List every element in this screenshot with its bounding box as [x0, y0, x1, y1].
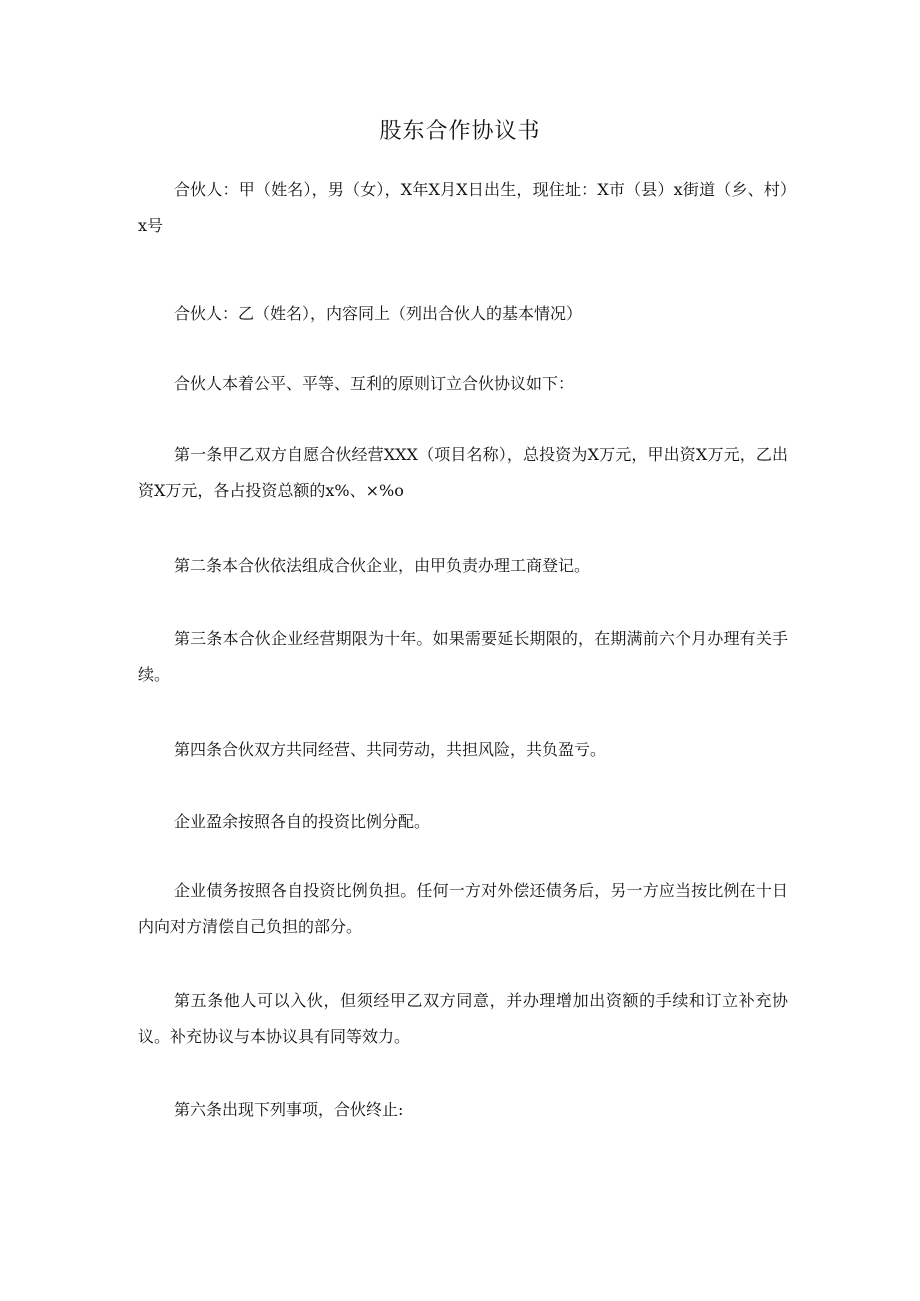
paragraph-profit-distribution: 企业盈余按照各自的投资比例分配。 [174, 812, 431, 831]
paragraph-article-3: 第三条本合伙企业经营期限为十年。如果需要延长期限的，在期满前六个月办理有关手续。 [138, 629, 788, 684]
paragraph-article-6: 第六条出现下列事项，合伙终止: [174, 1100, 404, 1119]
paragraph-partner-a: 合伙人：甲（姓名），男（女），X年X月X日出生，现住址：X市（县）x街道（乡、村）x号 [138, 180, 788, 235]
paragraph-debt-sharing: 企业债务按照各自投资比例负担。任何一方对外偿还债务后，另一方应当按比例在十日内向对方清偿自己负担的部分。 [138, 881, 788, 936]
document-title: 股东合作协议书 [379, 119, 541, 144]
paragraph-article-4: 第四条合伙双方共同经营、共同劳动，共担风险，共负盈亏。 [174, 740, 607, 759]
paragraph-partner-b: 合伙人：乙（姓名），内容同上（列出合伙人的基本情况） [174, 304, 583, 323]
paragraph-preamble: 合伙人本着公平、平等、互利的原则订立合伙协议如下： [174, 374, 575, 393]
paragraph-article-5: 第五条他人可以入伙，但须经甲乙双方同意，并办理增加出资额的手续和订立补充协议。补充协议与本协议具有同等效力。 [138, 991, 788, 1046]
paragraph-article-1: 第一条甲乙双方自愿合伙经营XXX（项目名称），总投资为X万元，甲出资X万元，乙出资X万元，各占投资总额的x%、×%o [138, 445, 788, 500]
paragraph-article-2: 第二条本合伙依法组成合伙企业，由甲负责办理工商登记。 [174, 556, 591, 575]
